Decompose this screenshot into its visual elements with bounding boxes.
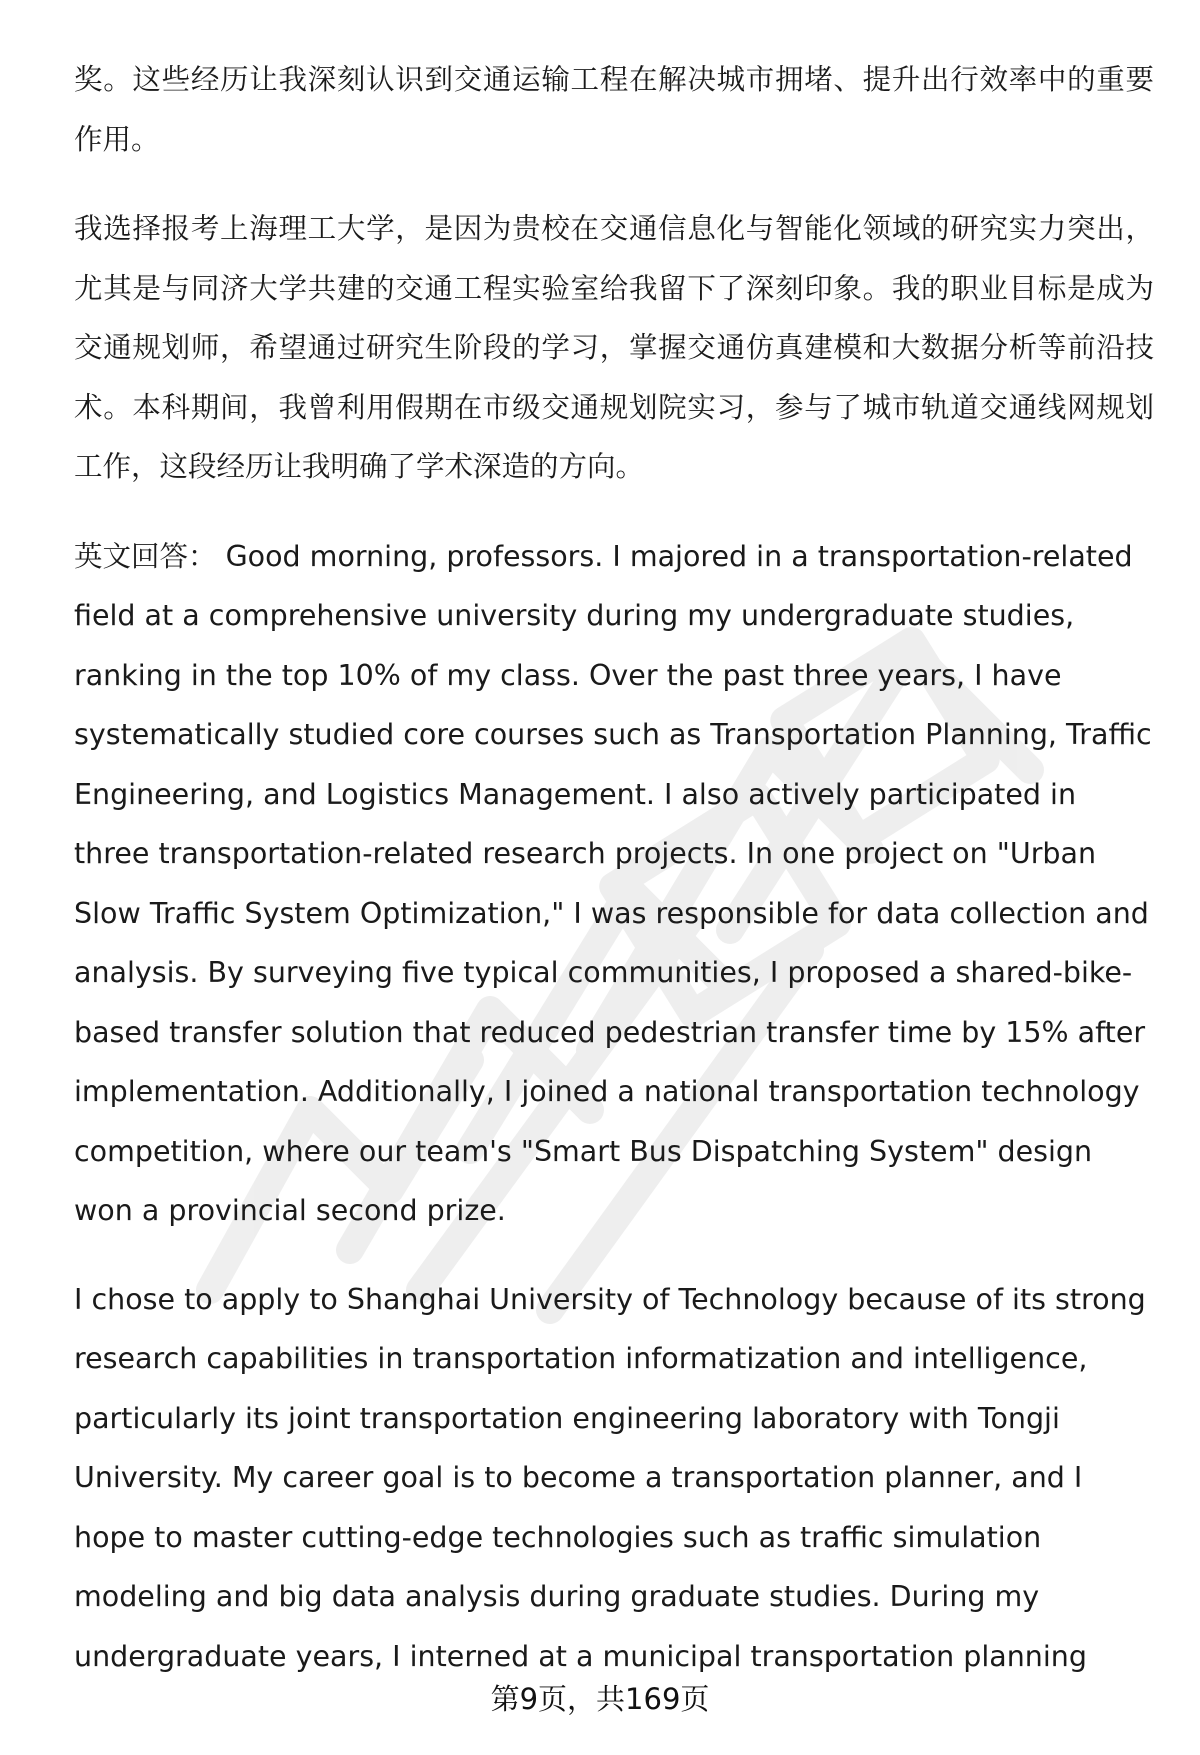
document-body [74,50,1154,1686]
paragraph-english-2: I chose to apply to Shanghai University of Technology because of its strong research capabilities in transportation informatization and intelligence, particularly its joint transportation engineering laboratory with Tongji University. My career goal is to become a transportation planner, and I hope to master cutting-edge technologies such as traffic simulation modeling and big data analysis during graduate studies. During my undergraduate years, I interned at a municipal transportation planning [74,1282,1146,1673]
page-number-footer: 第9页，共169页 [490,1682,710,1716]
answer-text: Good morning, professors. I majored in a transportation-related field at a comprehensive university during my undergraduate studies, ranking in the top 10% of my class. Over the past three years, I have systematically studied core courses such as Transportation Planning, Traffic Engineering, and Logistics Management. I also actively participated in three transportation-related research projects. In one project on "Urban Slow Traffic System Optimization," I was responsible for data collection and analysis. By surveying five typical communities, I proposed a shared-bike-based transfer solution that reduced pedestrian transfer time by 15% after implementation. Additionally, I joined a national transportation technology competition, where our team's "Smart Bus Dispatching System" design won a provincial second prize. [74,539,1152,1227]
paragraph-chinese-1: 奖。这些经历让我深刻认识到交通运输工程在解决城市拥堵、提升出行效率中的重要作用。 [74,63,1154,156]
answer-label: 英文回答： [74,539,217,573]
paragraph-chinese-2: 我选择报考上海理工大学，是因为贵校在交通信息化与智能化领域的研究实力突出，尤其是与同济大学共建的交通工程实验室给我留下了深刻印象。我的职业目标是成为交通规划师，希望通过研究生阶段的学习，掌握交通仿真建模和大数据分析等前沿技术。本科期间，我曾利用假期在市级交通规划院实习，参与了城市轨道交通线网规划工作，这段经历让我明确了学术深造的方向。 [74,212,1154,483]
paragraph-english-answer [74,527,1154,1241]
